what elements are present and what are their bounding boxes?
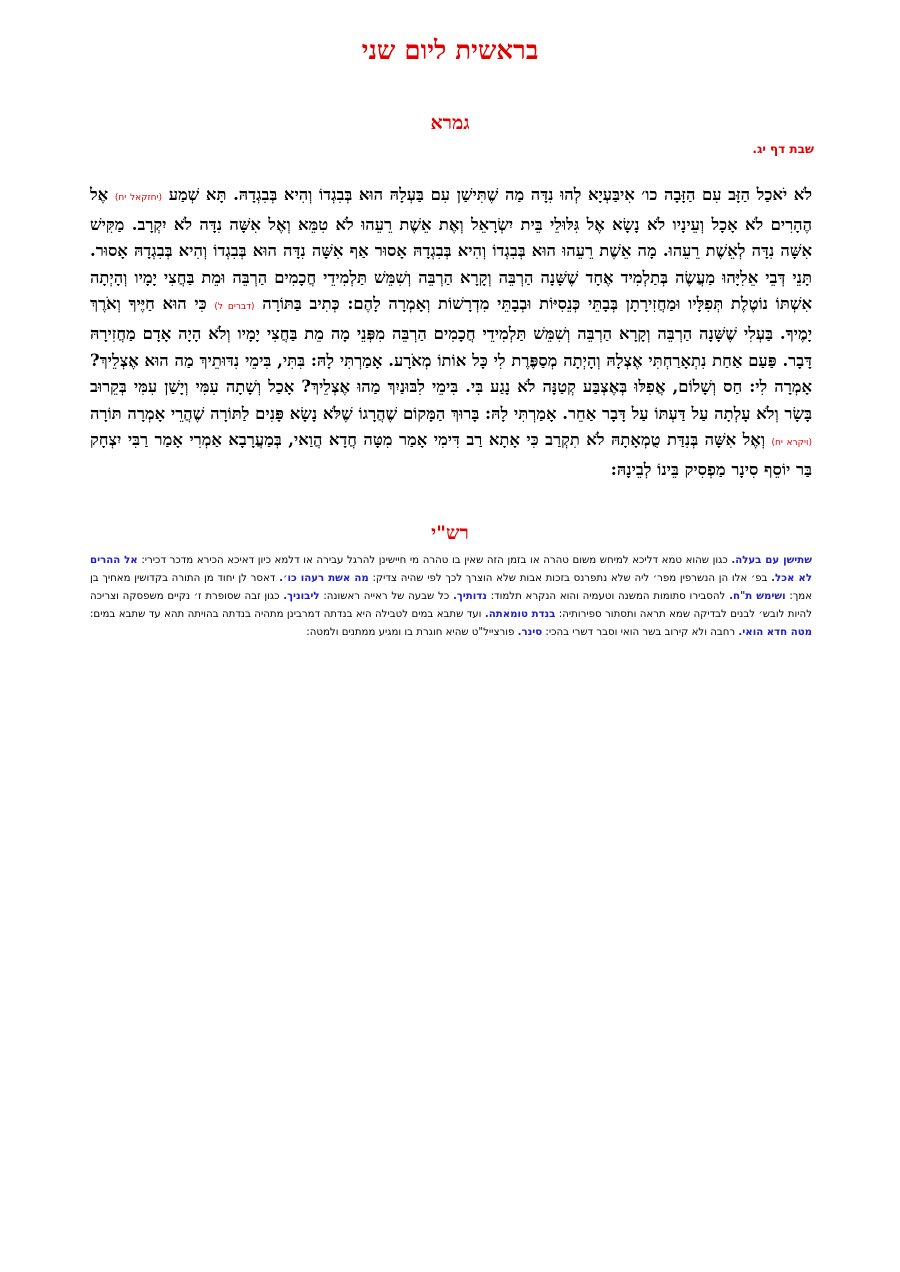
dibur-hamatchil: נדותיך.	[453, 591, 487, 602]
verse-citation: (יחזקאל יח)	[114, 193, 163, 203]
dibur-hamatchil: שתישן עם בעלה.	[731, 555, 812, 566]
dibur-hamatchil: אל ההרים לא אכל.	[90, 555, 813, 584]
rashi-segment: להסבירו סתומות המשנה וטעמיה והוא הנקרא תלמוד:	[486, 591, 730, 602]
verse-citation: (דברים ל)	[214, 302, 255, 313]
section-title-gemara: גמרא	[430, 112, 470, 134]
rashi-segment: כגון שהוא טמא דליכא למיחש משום טהרה או בזמן הזה שאין בו טהרה מי חיישינן להרגל עבירה או דלמא כיון דאיכא הכירא מדכר דכירי:	[137, 555, 732, 566]
rashi-commentary	[90, 552, 812, 642]
gemara-segment: וְאֶל אִשָּׁה בְּנִדַּת טֻמְאָתָהּ לֹא תִקְרַב כִּי אָתָא רַב דִּימִי אָמַר מִטָּה חֲדָא הֲוַאי, בְּמַעֲרָבָא אַמְרִי אָמַר רַבִּי יִצְחָק בַּר יוֹסֵף סִינָר מַפְסִיק בֵּינוֹ לְבֵינָהּ:	[90, 430, 812, 479]
dibur-hamatchil: מטה חדא הואי.	[738, 627, 812, 638]
talmud-reference: שבת דף יג.	[752, 142, 814, 156]
rashi-segment: רחבה ולא קירוב בשר הואי וסבר דשרי בהכי:	[542, 627, 739, 638]
gemara-text	[90, 182, 812, 484]
dibur-hamatchil: ליבוניך.	[283, 591, 320, 602]
rashi-segment: ועד שתבא במים לטבילה היא בנדתה דמרבינן מתהיה בנדתה בהויתה תהא עד שתבא במים:	[90, 609, 485, 620]
verse-citation: (ויקרא יח)	[771, 438, 812, 449]
dibur-hamatchil: ושימש ת"ח.	[729, 591, 786, 602]
rashi-segment: דאסר לן יחוד מן התורה בקדושין מאחיך בן אמך:	[90, 573, 813, 602]
section-title-rashi: רש"י	[431, 522, 469, 544]
gemara-segment: אֶל הֶהָרִים לֹא אָכָל וְעֵינָיו לֹא נָשָׂא אֶל גִּלּוּלֵי בֵּית יִשְׂרָאֵל וְאֶת אֵשֶׁת רֵעֵהוּ לֹא טִמֵּא וְאֶל אִשָּׁה נִדָּה לֹא יִקְרָב. מַקִּישׁ אִשָּׁה נִדָּה לְאֵשֶׁת רֵעֵהוּ. מָה אֵשֶׁת רֵעֵהוּ הוּא בְּבִגְדוֹ וְהִיא בְּבִגְדָהּ אָסוּר אַף אִשָּׁה נִדָּה הוּא בְּבִגְדוֹ וְהִיא בְּבִגְדָהּ אָסוּר. תָּנֵי דְּבֵי אֵלִיָּהוּ מַעֲשֶׂה בְּתַלְמִיד אֶחָד שֶׁשָּׁנָה הַרְבֵּה וְקָרָא הַרְבֵּה וְשִׁמֵּשׁ תַּלְמִידֵי חֲכָמִים הַרְבֵּה וּמֵת בַּחֲצִי יָמָיו וְהָיְתָה אִשְׁתּוֹ נוֹטֶלֶת תְּפִלָּיו וּמַחֲזִירָתָן בְּבָתֵּי כְּנֵסִיּוֹת וּבְבָתֵּי מִדְרָשׁוֹת וְאָמְרָה לָהֶם: כְּתִיב בַּתּוֹרָה	[90, 185, 812, 314]
rashi-segment: כל שבעה של ראייה ראשונה:	[319, 591, 453, 602]
dibur-hamatchil: מה אשת רעהו כו׳.	[279, 573, 369, 584]
rashi-segment: פורצייל"ט שהיא חוגרת בו ומגיע ממתנים ולמטה:	[306, 627, 518, 638]
dibur-hamatchil: בנדת טומאתה.	[484, 609, 556, 620]
page-title: בראשית ליום שני	[361, 36, 539, 66]
gemara-segment: לֹא יֹאכַל הַזָּב עִם הַזָּבָה כו׳ אִיבַּעְיָא לְהוּ נִדָּה מַה שֶׁתִּישַׁן עִם בַּעְלָהּ הוּא בְּבִגְדוֹ וְהִיא בְּבִגְדָהּ. תָּא שְׁמַע	[162, 185, 812, 204]
rashi-segment: בפ׳ אלו הן הנשרפין מפר׳ ליה שלא נתפרנס בזכות אבות שלא הוצרך לכך לפי שהיה צדיק:	[368, 573, 772, 584]
dibur-hamatchil: סינר.	[517, 627, 543, 638]
gemara-segment: כִּי הוּא חַיֶּיךָ וְאֹרֶךְ יָמֶיךָ. בַּעְלִי שֶׁשָּׁנָה הַרְבֵּה וְקָרָא הַרְבֵּה וְשִׁמֵּשׁ תַּלְמִידֵי חֲכָמִים הַרְבֵּה מִפְּנֵי מָה מֵת בַּחֲצִי יָמָיו וְלֹא הָיָה אָדָם מַחֲזִירָהּ דָּבָר. פַּעַם אַחַת נִתְאָרַחְתִּי אֶצְלָהּ וְהָיְתָה מְסַפֶּרֶת לִי כָּל אוֹתוֹ מְאֹרָע. אָמַרְתִּי לָהּ: בִּתִּי, בִּימֵי נִדּוּתֵיךְ מַה הוּא אֶצְלֵיךְ? אָמְרָה לִי: חַס וְשָׁלוֹם, אֲפִלּוּ בְּאֶצְבַּע קְטַנָּה לֹא נָגַע בִּי. בִּימֵי לִבּוּנַיִךְ מַהוּ אֶצְלֵיךְ? אָכַל וְשָׁתָה עִמִּי וְיָשַׁן עִמִּי בְּקֵרוּב בָּשָׂר וְלֹא עָלְתָה עַל דַּעְתּוֹ עַל דָּבָר אַחֵר. אָמַרְתִּי לָהּ: בָּרוּךְ הַמָּקוֹם שֶׁהֲרָגוֹ שֶׁלֹּא נָשָׂא פָּנִים לַתּוֹרָה שֶׁהֲרֵי אָמְרָה תּוֹרָה	[90, 294, 812, 423]
rashi-segment: כגון זבה שסופרת ז׳ נקיים משפסקה וצריכה להיות לובש׳ לבנים לבדיקה שמא תראה ותסתור ספירותיה:	[90, 591, 812, 620]
